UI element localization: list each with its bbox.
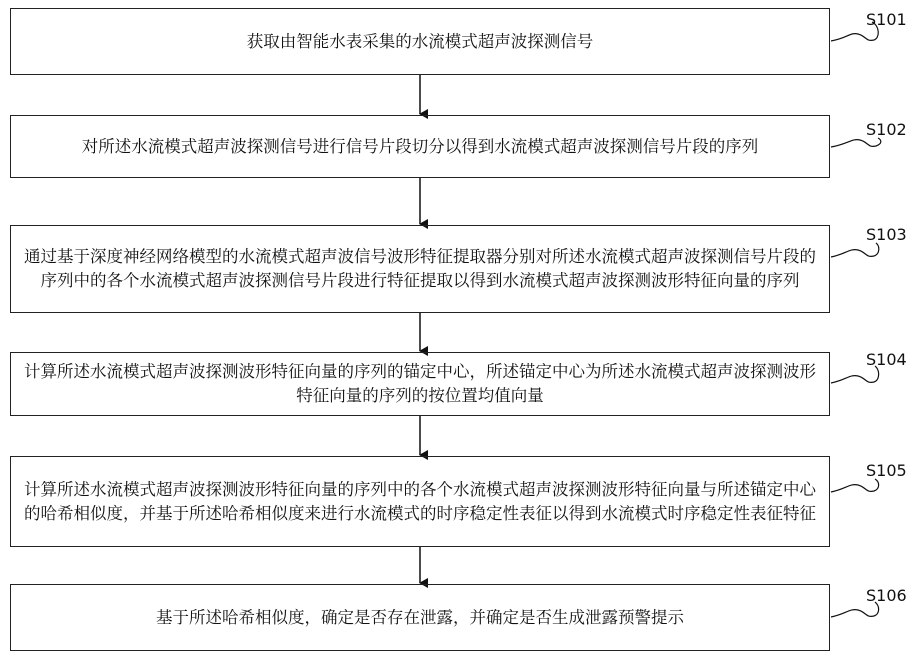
step-box-s106 [10, 584, 830, 651]
step-box-s105 [10, 456, 830, 547]
step-text: 基于所述哈希相似度，确定是否存在泄露，并确定是否生成泄露预警提示 [156, 607, 684, 627]
step-box-s101 [10, 8, 830, 75]
step-label-s102: S102 [866, 120, 907, 139]
step-box-s102 [10, 115, 830, 178]
step-box-s104 [10, 352, 830, 416]
step-text: 对所述水流模式超声波探测信号进行信号片段切分以得到水流模式超声波探测信号片段的序列 [81, 136, 759, 156]
leader-s105 [831, 479, 879, 492]
step-label-s103: S103 [866, 225, 907, 244]
step-label-s105: S105 [866, 461, 907, 480]
step-text: 计算所述水流模式超声波探测波形特征向量的序列中的各个水流模式超声波探测波形特征向量与所述锚定中心的哈希相似度，并基于所述哈希相似度来进行水流模式的时序稳定性表征以得到水流模式时序稳定性表征特征 [24, 479, 816, 523]
step-text: 通过基于深度神经网络模型的水流模式超声波信号波形特征提取器分别对所述水流模式超声波探测信号片段的序列中的各个水流模式超声波探测信号片段进行特征提取以得到水流模式超声波探测波形特征向量的序列 [24, 247, 816, 290]
step-label-s104: S104 [866, 350, 907, 369]
step-label-s106: S106 [866, 586, 907, 605]
step-text: 计算所述水流模式超声波探测波形特征向量的序列的锚定中心，所述锚定中心为所述水流模式超声波探测波形特征向量的序列的按位置均值向量 [24, 362, 816, 405]
leader-s103 [831, 243, 879, 257]
leader-s102 [831, 138, 881, 147]
step-label-s101: S101 [866, 10, 907, 29]
step-box-s103 [10, 225, 830, 313]
step-text: 获取由智能水表采集的水流模式超声波探测信号 [246, 31, 594, 51]
